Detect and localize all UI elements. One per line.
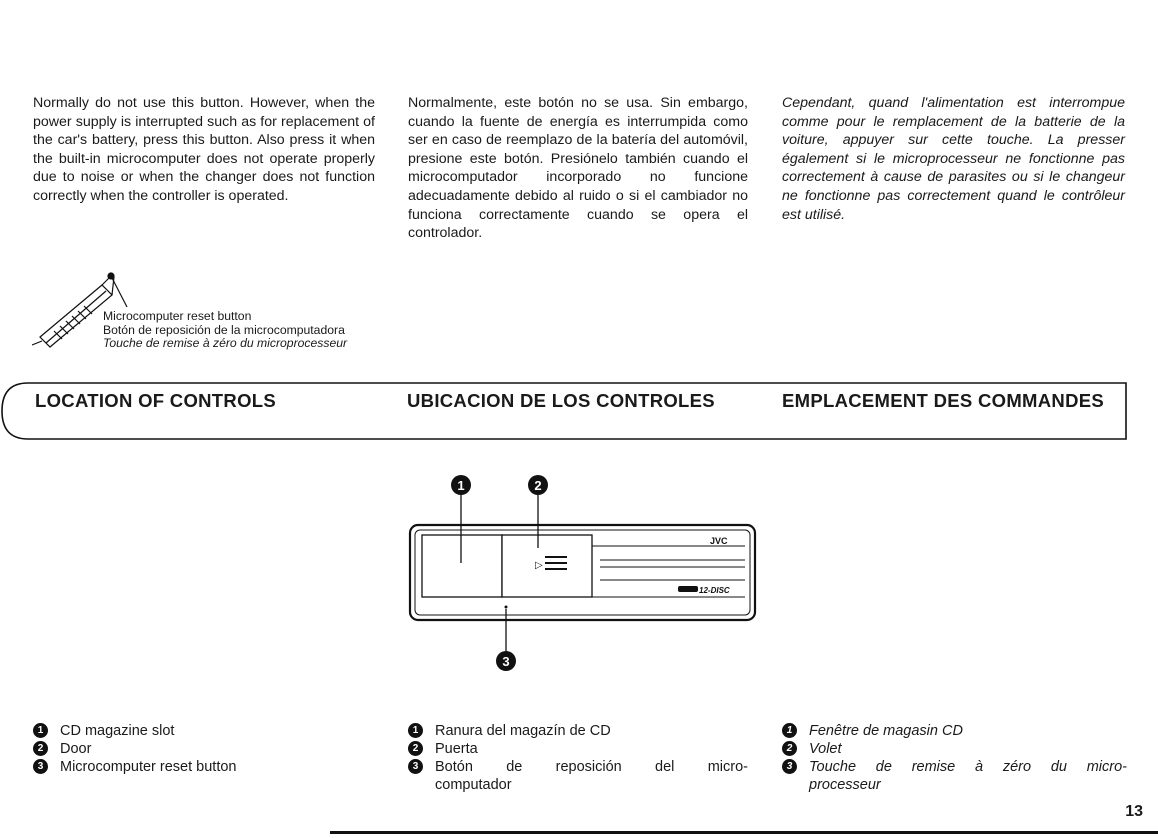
legend-item <box>782 758 1127 794</box>
reset-button-labels <box>103 310 347 351</box>
reset-label-en: Microcomputer reset button <box>103 309 252 323</box>
legend-text-continued: processeur <box>809 777 881 793</box>
legend-text-wrap <box>435 758 748 794</box>
legend-text: Touche de remise à zéro du micro- <box>809 759 1127 775</box>
heading-fr: EMPLACEMENT DES COMMANDES <box>782 390 1105 411</box>
legend-text-wrap <box>809 758 1127 794</box>
legend-item <box>782 722 1127 740</box>
legend-es <box>408 722 748 794</box>
legend-item <box>408 740 748 758</box>
callout-number: 3 <box>502 654 510 669</box>
callout-number: 2 <box>534 478 542 493</box>
bottom-rule <box>330 831 1158 834</box>
page-number: 13 <box>1125 803 1143 820</box>
intro-paragraph-fr: Cependant, quand l'alimentation est interrompue comme pour le remplacement de la batterie de la voiture, appuyer sur cette touche. La presser également si le microprocesseur ne fonctionne pas correctement à cause de parasites ou si le changeur ne fonctionne pas correctement quand le contrôleur est utilisé. <box>782 95 1125 223</box>
legend-text: CD magazine slot <box>60 723 175 739</box>
legend-text-continued: computador <box>435 777 512 793</box>
legend-text: Volet <box>809 741 842 757</box>
legend-text: Fenêtre de magasin CD <box>809 723 963 739</box>
jvc-logo: JVC <box>710 536 728 546</box>
number-badge: 1 <box>782 723 797 738</box>
intro-paragraph-es: Normalmente, este botón no se usa. Sin embargo, cuando la fuente de energía es interrumpida como ser en caso de reemplazo de la batería del automóvil, presione este botón. Presiónelo también cuando el microcomputador incorporado no funcione adecuadamente debido al ruido o si el cambiador no funciona correctamente cuando se opera el controlador. <box>408 95 748 242</box>
door <box>502 535 592 597</box>
eject-icon: ▷ <box>535 560 543 571</box>
legend-text: Door <box>60 741 92 757</box>
legend-item <box>782 740 1127 758</box>
cd-changer-diagram <box>395 468 775 683</box>
number-badge: 2 <box>33 741 48 756</box>
legend-en <box>33 722 363 776</box>
legend-text: Microcomputer reset button <box>60 759 237 775</box>
legend-item <box>33 740 363 758</box>
legend-text: Botón de reposición del micro- <box>435 759 748 775</box>
heading-en: LOCATION OF CONTROLS <box>35 390 276 411</box>
legend-text: Puerta <box>435 741 478 757</box>
number-badge: 3 <box>408 759 423 774</box>
number-badge: 2 <box>408 741 423 756</box>
reset-hole <box>505 606 508 609</box>
reset-label-es: Botón de reposición de la microcomputadora <box>103 322 345 337</box>
number-badge: 2 <box>782 741 797 756</box>
legend-item <box>33 722 363 740</box>
legend-text: Ranura del magazín de CD <box>435 723 611 739</box>
number-badge: 1 <box>408 723 423 738</box>
model-badge: 12-DISC <box>699 586 730 595</box>
legend-item <box>33 758 363 776</box>
legend-fr <box>782 722 1127 794</box>
number-badge: 3 <box>782 759 797 774</box>
number-badge: 1 <box>33 723 48 738</box>
legend-item <box>408 722 748 740</box>
intro-paragraph-en: Normally do not use this button. However, when the power supply is interrupted such as for replacement of the car's battery, press this button. Also press it when the built-in microcomputer does not operate properly due to noise or when the changer does not function correctly when the controller is operated. <box>33 95 375 204</box>
reset-label-fr: Touche de remise à zéro du microprocesseur <box>103 336 348 350</box>
cd-magazine-slot <box>422 535 502 597</box>
legend-item <box>408 758 748 794</box>
callout-number: 1 <box>457 478 465 493</box>
heading-es: UBICACION DE LOS CONTROLES <box>407 390 715 411</box>
number-badge: 3 <box>33 759 48 774</box>
